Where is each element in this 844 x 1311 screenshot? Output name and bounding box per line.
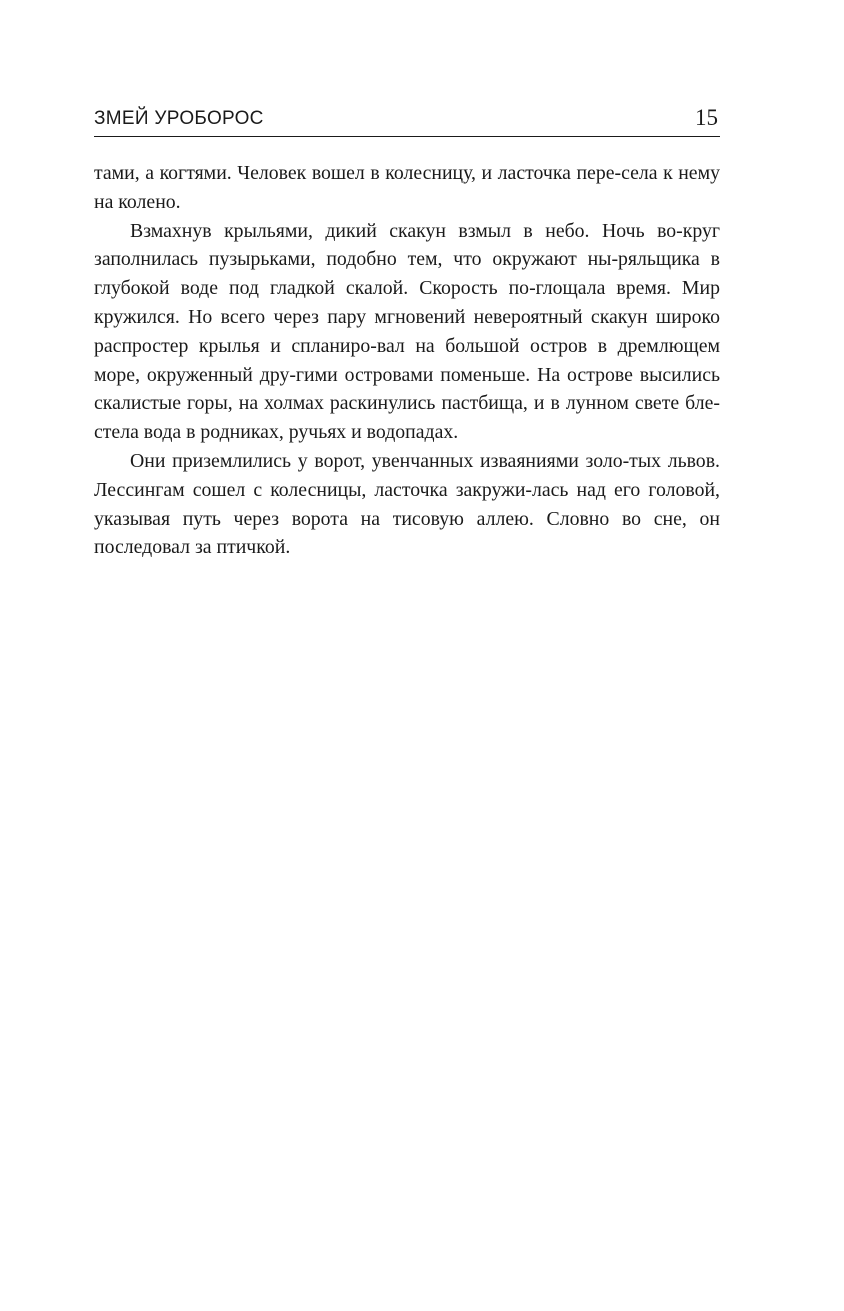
running-title: ЗМЕЙ УРОБОРОС bbox=[94, 108, 264, 129]
paragraph: Они приземлились у ворот, увенчанных изваяниями золо-тых львов. Лессингам сошел с колесницы, ласточка закружи-лась над его головой, указывая путь через ворота на тисовую аллею. Словно во сне, он последовал за птичкой. bbox=[94, 449, 720, 559]
paragraph: Взмахнув крыльями, дикий скакун взмыл в небо. Ночь во-круг заполнилась пузырьками, подобно тем, что окружают ны-ряльщика в глубокой воде под гладкой скалой. Скорость по-глощала время. Мир кружился. Но всего через пару мгновений невероятный скакун широко распростер крылья и спланиро-вал на большой остров в дремлющем море, окруженный дру-гими островами поменьше. На острове высились скалистые горы, на холмах раскинулись пастбища, и в лунном свете бле-стела вода в родниках, ручьях и водопадах. bbox=[94, 219, 720, 444]
book-page bbox=[94, 100, 720, 562]
text-body bbox=[94, 159, 720, 562]
running-head bbox=[94, 100, 720, 137]
paragraph-continued: тами, а когтями. Человек вошел в колесницу, и ласточка пере-села к нему на колено. bbox=[94, 162, 720, 213]
page-number: 15 bbox=[695, 105, 718, 130]
